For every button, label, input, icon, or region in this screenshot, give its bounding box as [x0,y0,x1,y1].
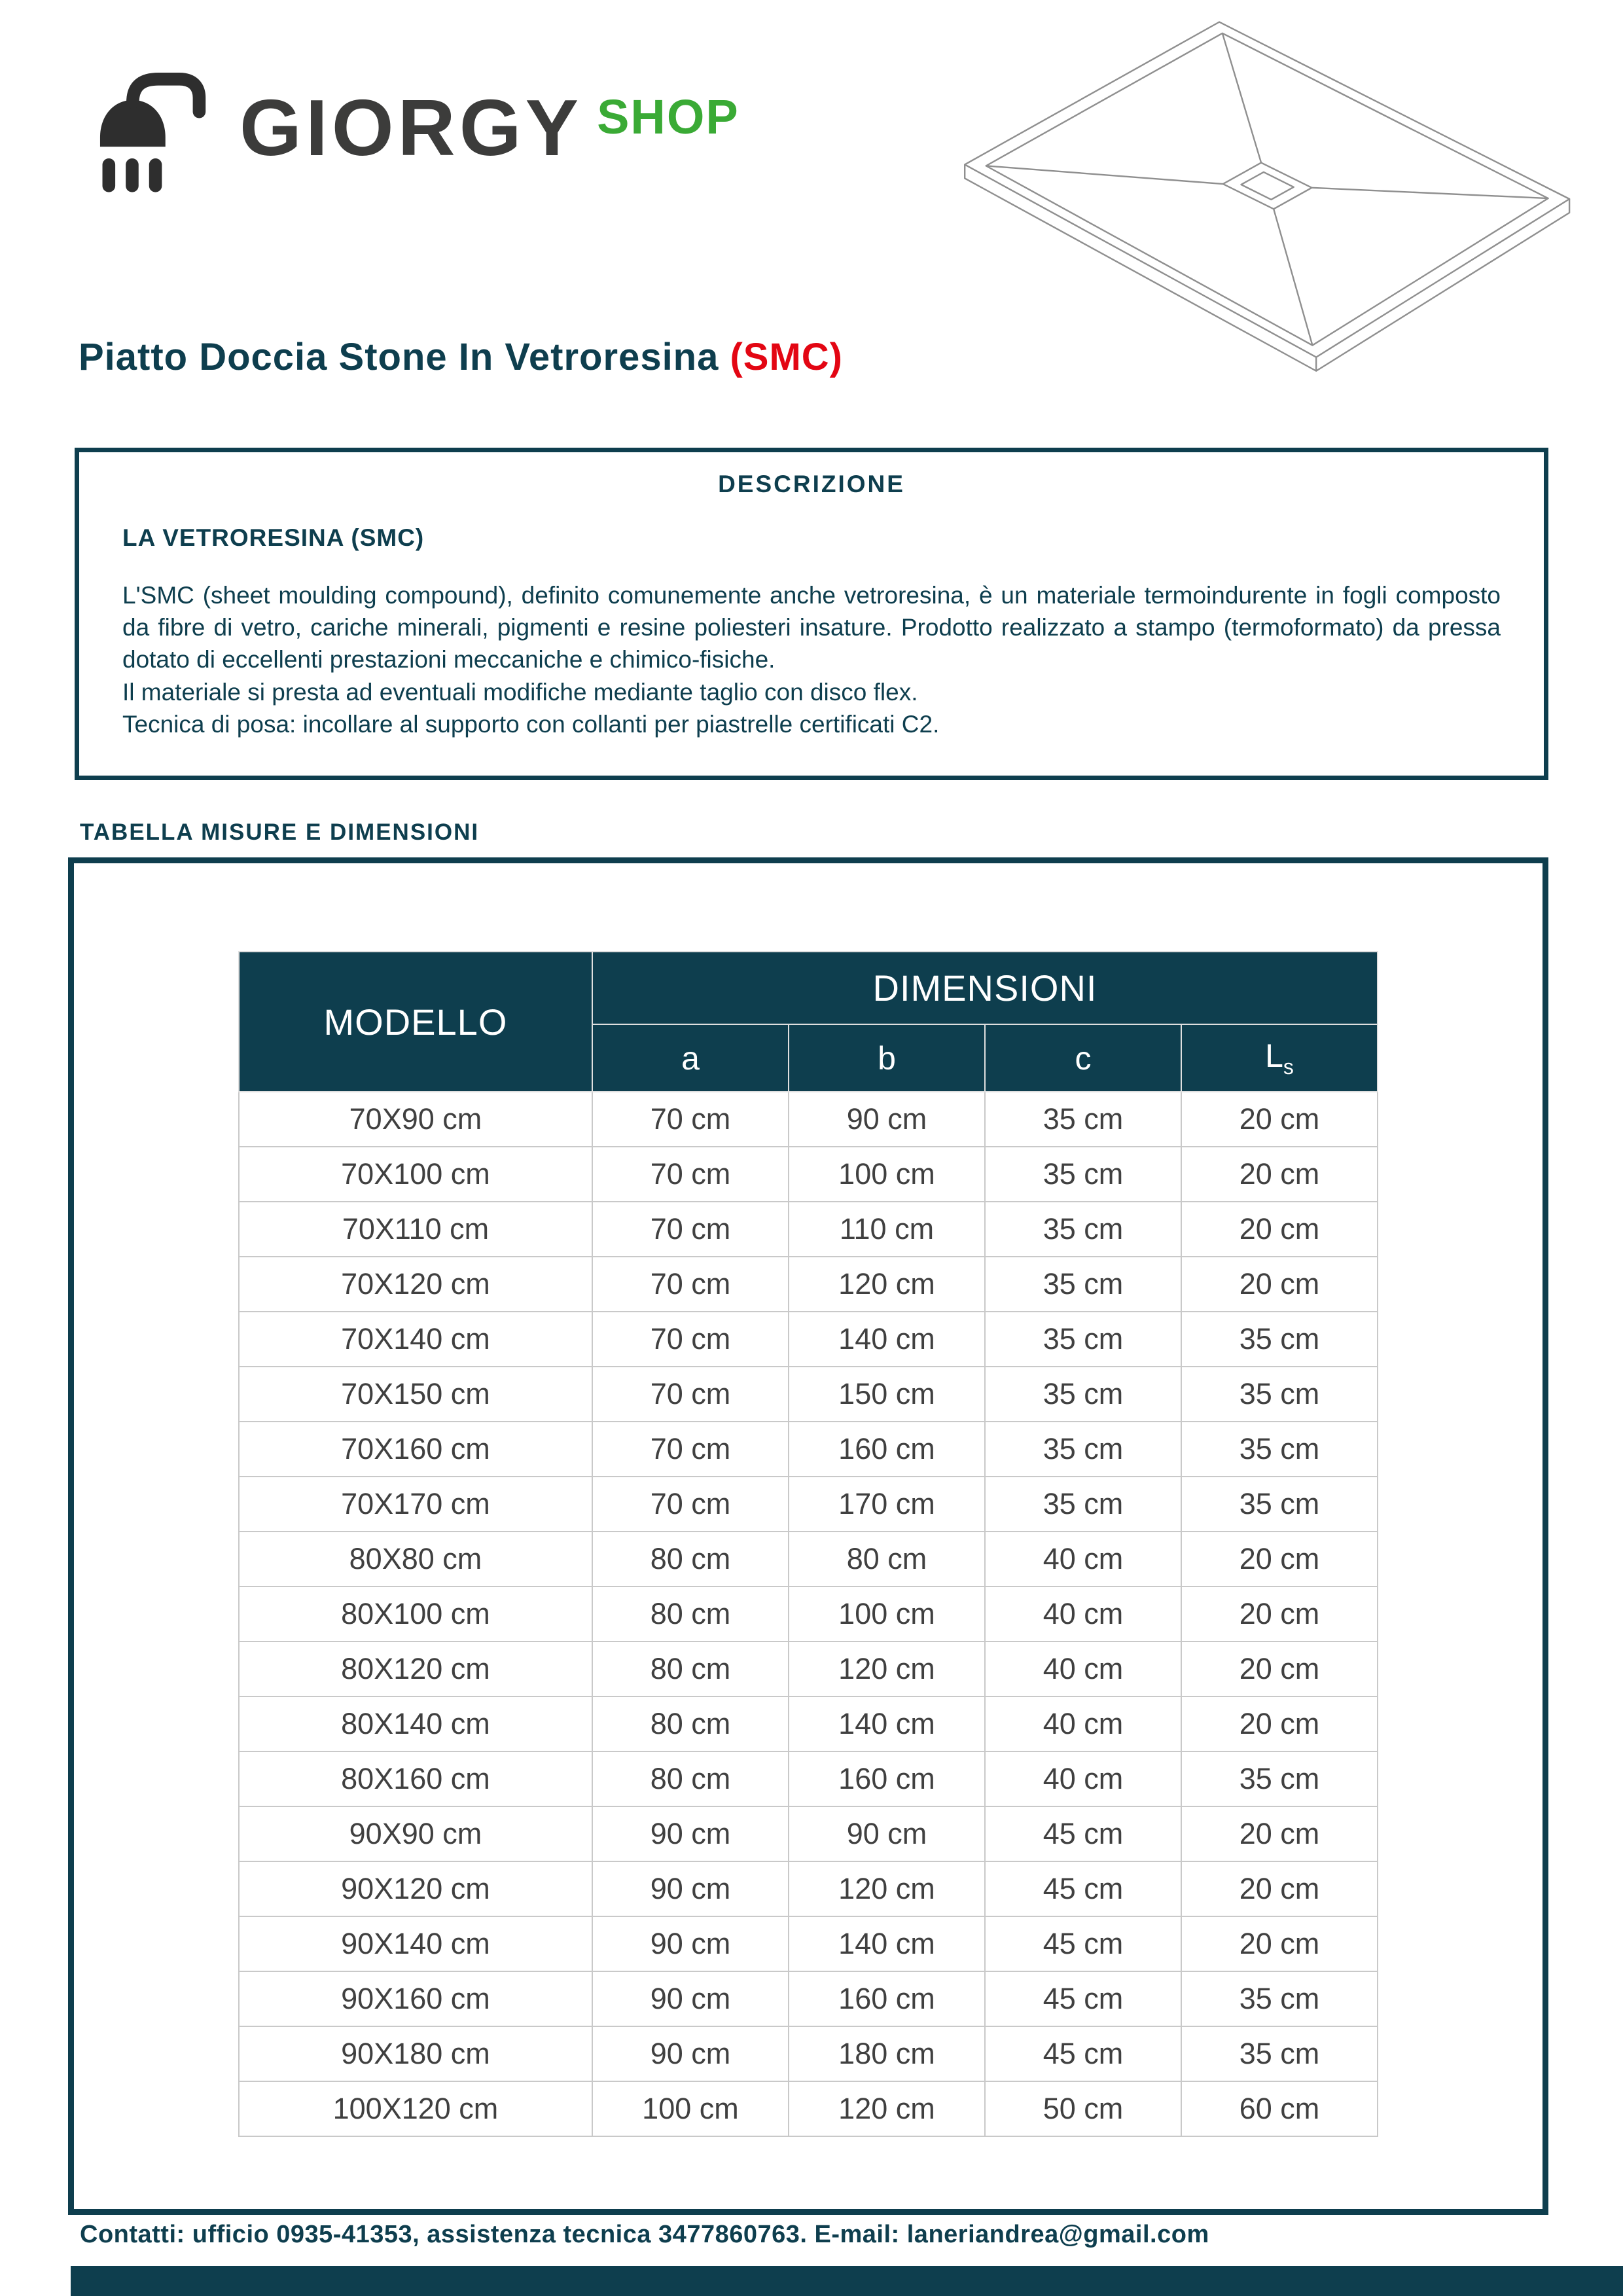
model-cell: 90X120 cm [239,1861,592,1916]
table-row [239,1367,1378,1422]
dimension-cell: 80 cm [592,1696,789,1751]
dimension-cell: 160 cm [789,1751,985,1806]
model-cell: 90X90 cm [239,1806,592,1861]
table-row [239,1751,1378,1806]
dimension-cell: 80 cm [592,1641,789,1696]
dimension-cell: 90 cm [789,1092,985,1147]
description-paragraph-2: Il materiale si presta ad eventuali modifiche mediante taglio con disco flex. [122,678,918,706]
dimension-cell: 80 cm [592,1587,789,1641]
table-row [239,2026,1378,2081]
model-cell: 80X140 cm [239,1696,592,1751]
dimension-cell: 160 cm [789,1971,985,2026]
dimension-cell: 35 cm [985,1367,1181,1422]
dimension-cell: 45 cm [985,1916,1181,1971]
table-row [239,1587,1378,1641]
col-header-dimensioni: DIMENSIONI [592,952,1378,1024]
dimension-cell: 140 cm [789,1696,985,1751]
dimension-cell: 80 cm [592,1751,789,1806]
dimension-cell: 20 cm [1181,1916,1378,1971]
dimension-cell: 70 cm [592,1092,789,1147]
page-title-highlight: (SMC) [730,336,843,378]
dimension-cell: 20 cm [1181,1092,1378,1147]
dimension-cell: 120 cm [789,1641,985,1696]
table-row [239,2081,1378,2136]
dimension-cell: 35 cm [985,1422,1181,1477]
col-header-ls [1181,1024,1378,1092]
table-row [239,1971,1378,2026]
model-cell: 80X160 cm [239,1751,592,1806]
dimension-cell: 35 cm [985,1202,1181,1257]
description-subheading: LA VETRORESINA (SMC) [122,524,425,551]
dimension-cell: 20 cm [1181,1587,1378,1641]
dimension-cell: 170 cm [789,1477,985,1532]
dimension-cell: 20 cm [1181,1202,1378,1257]
dimension-cell: 35 cm [1181,1367,1378,1422]
dimension-cell: 20 cm [1181,1861,1378,1916]
model-cell: 70X150 cm [239,1367,592,1422]
dimension-cell: 90 cm [592,1806,789,1861]
table-row [239,1312,1378,1367]
dimension-cell: 100 cm [592,2081,789,2136]
description-heading: DESCRIZIONE [718,471,905,497]
dimension-cell: 90 cm [592,1916,789,1971]
brand-logo [84,72,740,215]
col-header-l-label: L [1265,1037,1283,1075]
dimension-cell: 35 cm [985,1257,1181,1312]
dimension-cell: 40 cm [985,1532,1181,1587]
dimension-cell: 35 cm [985,1312,1181,1367]
model-cell: 70X140 cm [239,1312,592,1367]
page-title [79,335,843,379]
model-cell: 100X120 cm [239,2081,592,2136]
dimension-cell: 45 cm [985,1861,1181,1916]
model-cell: 80X80 cm [239,1532,592,1587]
dimension-cell: 80 cm [592,1532,789,1587]
dimension-cell: 20 cm [1181,1257,1378,1312]
dimensions-table-body [239,1092,1378,2136]
col-header-modello: MODELLO [239,952,592,1092]
table-row [239,1147,1378,1202]
dimension-cell: 20 cm [1181,1806,1378,1861]
shower-tray-isometric-drawing [954,14,1585,387]
dimension-cell: 60 cm [1181,2081,1378,2136]
shower-head-icon [84,72,212,215]
table-row [239,1202,1378,1257]
dimension-cell: 35 cm [985,1477,1181,1532]
table-row [239,1641,1378,1696]
col-header-l-sub: s [1283,1055,1294,1079]
dimension-cell: 90 cm [592,2026,789,2081]
dimension-cell: 20 cm [1181,1532,1378,1587]
dimension-cell: 70 cm [592,1147,789,1202]
col-header-b: b [789,1024,985,1092]
dimension-cell: 35 cm [985,1147,1181,1202]
table-row [239,1806,1378,1861]
model-cell: 90X140 cm [239,1916,592,1971]
dimension-cell: 70 cm [592,1422,789,1477]
footer-contact: Contatti: ufficio 0935-41353, assistenza tecnica 3477860763. E-mail: laneriandrea@gmail.com [80,2221,1209,2248]
dimensions-table-box [68,857,1548,2215]
table-row [239,1422,1378,1477]
dimension-cell: 40 cm [985,1641,1181,1696]
dimension-cell: 80 cm [789,1532,985,1587]
dimension-cell: 20 cm [1181,1147,1378,1202]
dimension-cell: 45 cm [985,2026,1181,2081]
model-cell: 70X170 cm [239,1477,592,1532]
table-row [239,1532,1378,1587]
dimension-cell: 70 cm [592,1312,789,1367]
dimension-cell: 100 cm [789,1147,985,1202]
table-row [239,1916,1378,1971]
dimension-cell: 35 cm [985,1092,1181,1147]
dimension-cell: 20 cm [1181,1641,1378,1696]
dimension-cell: 160 cm [789,1422,985,1477]
dimension-cell: 35 cm [1181,1312,1378,1367]
dimension-cell: 140 cm [789,1312,985,1367]
dimension-cell: 120 cm [789,2081,985,2136]
dimension-cell: 70 cm [592,1257,789,1312]
footer-bar [71,2266,1623,2296]
model-cell: 80X100 cm [239,1587,592,1641]
model-cell: 70X90 cm [239,1092,592,1147]
model-cell: 70X160 cm [239,1422,592,1477]
table-row [239,1696,1378,1751]
description-box [75,448,1548,780]
table-row [239,1861,1378,1916]
table-row [239,1092,1378,1147]
dimension-cell: 70 cm [592,1367,789,1422]
dimension-cell: 180 cm [789,2026,985,2081]
model-cell: 90X160 cm [239,1971,592,2026]
dimensions-table-head [239,952,1378,1092]
dimension-cell: 90 cm [592,1861,789,1916]
dimension-cell: 40 cm [985,1751,1181,1806]
col-header-a: a [592,1024,789,1092]
description-body [122,579,1501,740]
dimension-cell: 45 cm [985,1971,1181,2026]
dimension-cell: 70 cm [592,1477,789,1532]
dimension-cell: 35 cm [1181,2026,1378,2081]
table-section-label: TABELLA MISURE E DIMENSIONI [80,819,480,845]
dimension-cell: 90 cm [592,1971,789,2026]
dimension-cell: 70 cm [592,1202,789,1257]
description-paragraph-1: L'SMC (sheet moulding compound), definito comunemente anche vetroresina, è un materiale termoindurente in fogli composto da fibre di vetro, cariche minerali, pigmenti e resine poliesteri insature. Prodotto realizzato a stampo (termoformato) da pressa dotato di eccellenti prestazioni meccaniche e chimico-fisiche. [122,582,1501,673]
dimension-cell: 100 cm [789,1587,985,1641]
page-title-main: Piatto Doccia Stone In Vetroresina [79,336,730,378]
dimensions-table [238,951,1378,2137]
table-row [239,1257,1378,1312]
dimension-cell: 120 cm [789,1257,985,1312]
dimension-cell: 35 cm [1181,1751,1378,1806]
dimension-cell: 110 cm [789,1202,985,1257]
dimension-cell: 120 cm [789,1861,985,1916]
table-row [239,1477,1378,1532]
brand-suffix: SHOP [597,90,740,144]
dimension-cell: 140 cm [789,1916,985,1971]
dimension-cell: 35 cm [1181,1422,1378,1477]
dimension-cell: 20 cm [1181,1696,1378,1751]
description-paragraph-3: Tecnica di posa: incollare al supporto con collanti per piastrelle certificati C2. [122,710,940,738]
dimension-cell: 40 cm [985,1696,1181,1751]
dimension-cell: 50 cm [985,2081,1181,2136]
dimension-cell: 45 cm [985,1806,1181,1861]
model-cell: 80X120 cm [239,1641,592,1696]
dimension-cell: 150 cm [789,1367,985,1422]
dimension-cell: 40 cm [985,1587,1181,1641]
dimension-cell: 35 cm [1181,1477,1378,1532]
model-cell: 70X100 cm [239,1147,592,1202]
brand-name: GIORGY [240,83,583,172]
dimension-cell: 35 cm [1181,1971,1378,2026]
model-cell: 70X120 cm [239,1257,592,1312]
col-header-c: c [985,1024,1181,1092]
dimension-cell: 90 cm [789,1806,985,1861]
model-cell: 90X180 cm [239,2026,592,2081]
model-cell: 70X110 cm [239,1202,592,1257]
